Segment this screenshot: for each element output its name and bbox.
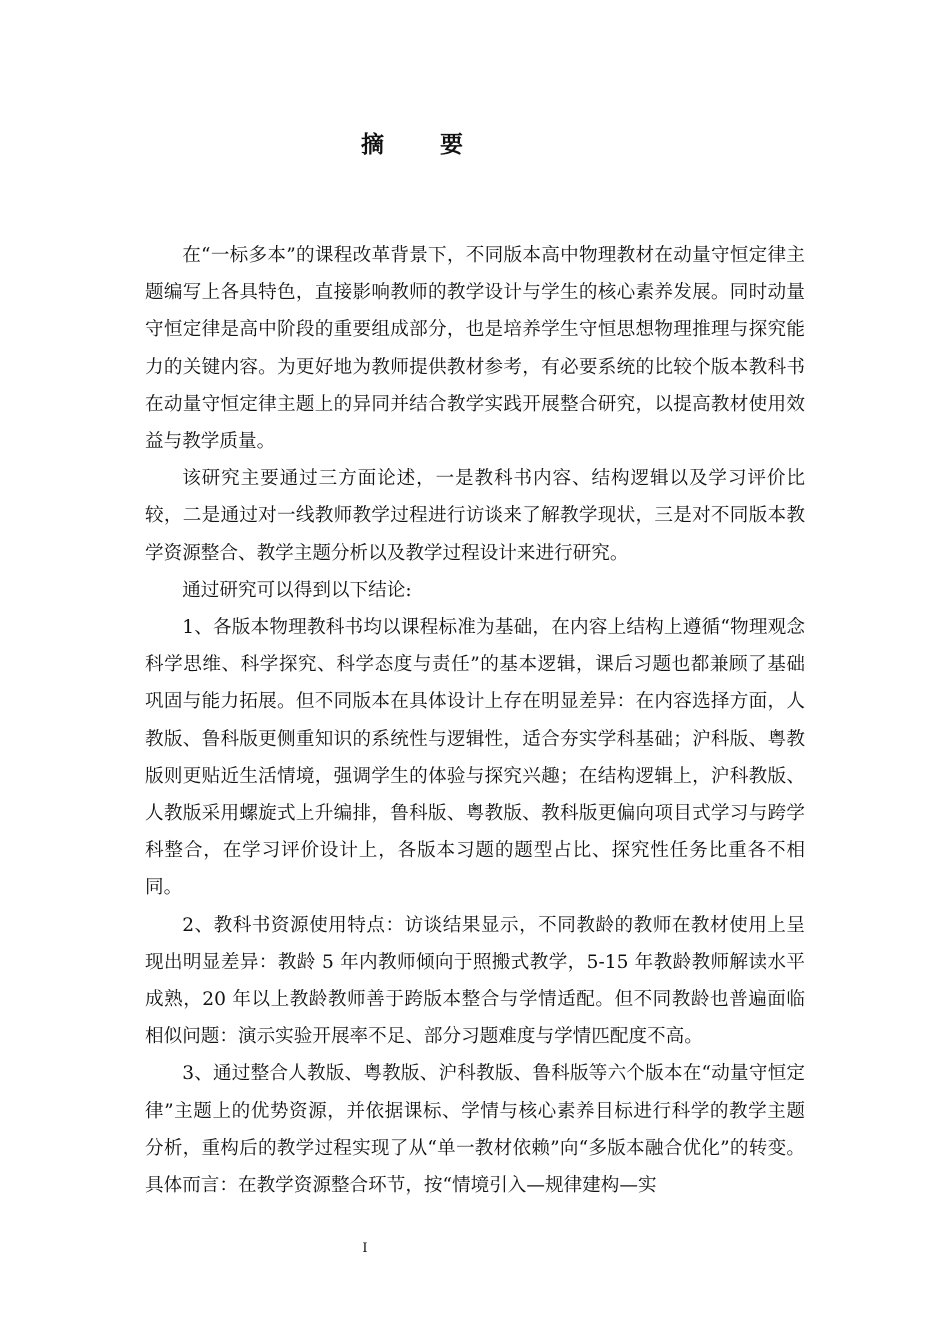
- page-title: 摘 要: [360, 132, 487, 158]
- abstract-body: [145, 237, 805, 1204]
- paragraph-background: 在“一标多本”的课程改革背景下，不同版本高中物理教材在动量守恒定律主题编写上各具特色，直接影响教师的教学设计与学生的核心素养发展。同时动量守恒定律是高中阶段的重要组成部分，也是培养学生守恒思想物理推理与探究能力的关键内容。为更好地为教师提供教材参考，有必要系统的比较个版本教科书在动量守恒定律主题上的异同并结合教学实践开展整合研究，以提高教材使用效益与教学质量。: [145, 245, 805, 453]
- page-number: I: [362, 1241, 368, 1256]
- paragraph-method: 该研究主要通过三方面论述，一是教科书内容、结构逻辑以及学习评价比较，二是通过对一线教师教学过程进行访谈来了解教学现状，三是对不同版本教学资源整合、教学主题分析以及教学过程设计来进行研究。: [145, 468, 805, 564]
- paragraph-conclusion-3: 3、通过整合人教版、粤教版、沪科教版、鲁科版等六个版本在“动量守恒定律”主题上的优势资源，并依据课标、学情与核心素养目标进行科学的教学主题分析，重构后的教学过程实现了从“单一教材依赖”向“多版本融合优化”的转变。具体而言：在教学资源整合环节，按“情境引入—规律建构—实: [145, 1063, 805, 1197]
- paragraph-conclusion-2: 2、教科书资源使用特点：访谈结果显示，不同教龄的教师在教材使用上呈现出明显差异：教龄 5 年内教师倾向于照搬式教学，5-15 年教龄教师解读水平成熟，20 年以上教龄教师善于跨版本整合与学情适配。但不同教龄也普遍面临相似问题：演示实验开展率不足、部分习题难度与学情匹配度不高。: [145, 914, 805, 1048]
- paragraph-conclusion-1: 1、各版本物理教科书均以课程标准为基础，在内容上结构上遵循“物理观念科学思维、科学探究、科学态度与责任”的基本逻辑，课后习题也都兼顾了基础巩固与能力拓展。但不同版本在具体设计上存在明显差异：在内容选择方面，人教版、鲁科版更侧重知识的系统性与逻辑性，适合夯实学科基础；沪科版、粤教版则更贴近生活情境，强调学生的体验与探究兴趣；在结构逻辑上，沪科教版、人教版采用螺旋式上升编排，鲁科版、粤教版、教科版更偏向项目式学习与跨学科整合，在学习评价设计上，各版本习题的题型占比、探究性任务比重各不相同。: [145, 617, 805, 899]
- paragraph-conclusion-intro: 通过研究可以得到以下结论:: [182, 579, 412, 601]
